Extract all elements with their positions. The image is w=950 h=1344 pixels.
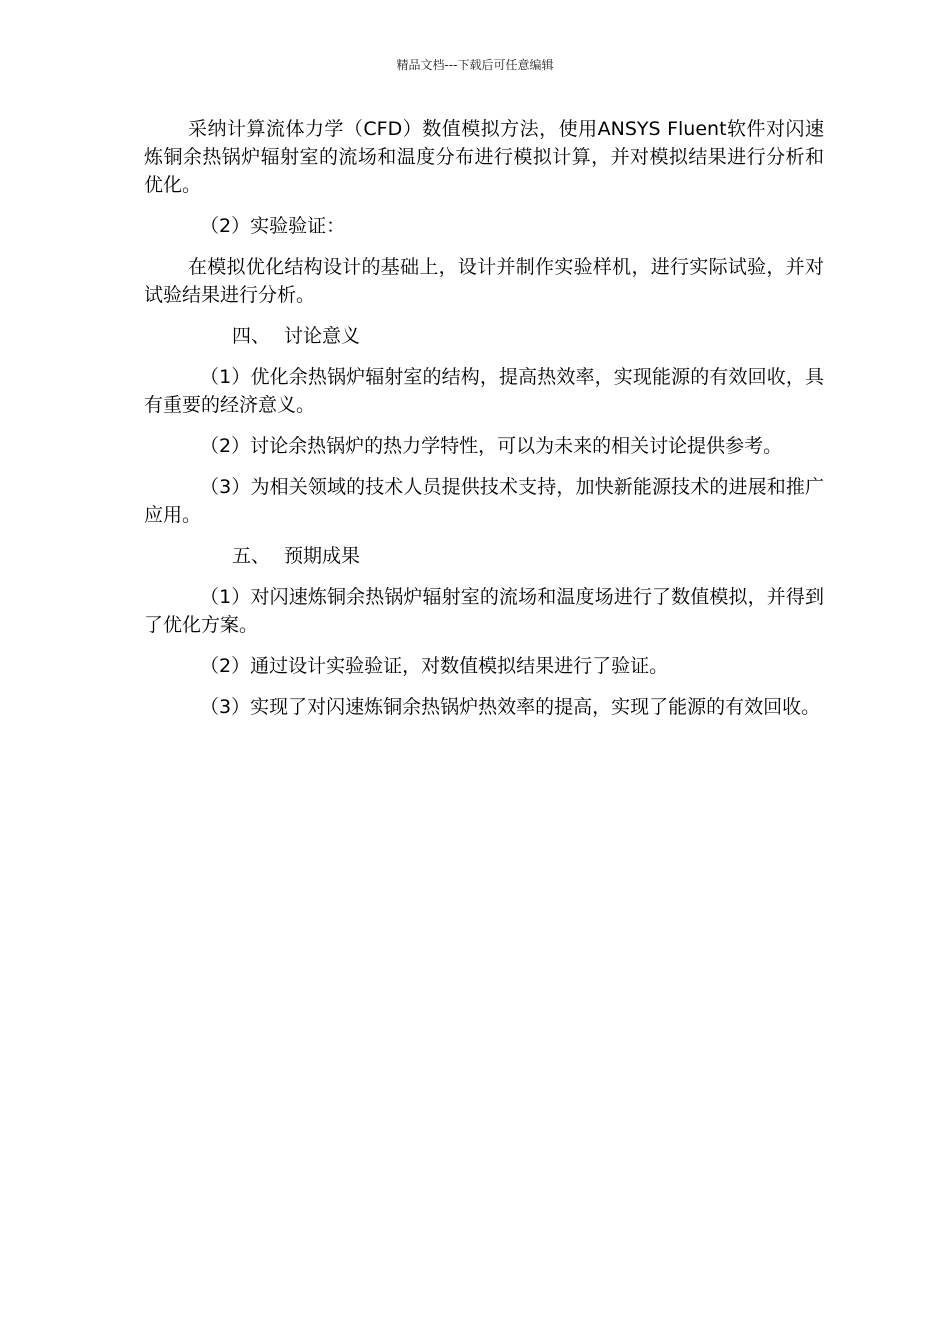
document-body	[144, 115, 824, 734]
section-heading-significance	[144, 322, 824, 350]
section-number: 四、	[232, 325, 271, 347]
list-item: （1）优化余热锅炉辐射室的结构，提高热效率，实现能源的有效回收，具有重要的经济意义。	[144, 366, 824, 416]
paragraph-experiment-body: 在模拟优化结构设计的基础上，设计并制作实验样机，进行实际试验，并对试验结果进行分析。	[144, 256, 824, 306]
paragraph-method: 采纳计算流体力学（CFD）数值模拟方法，使用ANSYS Fluent软件对闪速炼铜余热锅炉辐射室的流场和温度分布进行模拟计算，并对模拟结果进行分析和优化。	[144, 118, 824, 196]
section-title: 预期成果	[284, 545, 361, 567]
paragraph-experiment-title: （2）实验验证：	[200, 215, 346, 237]
list-item: （2）讨论余热锅炉的热力学特性，可以为未来的相关讨论提供参考。	[200, 435, 783, 457]
section-heading-expected-results	[144, 542, 824, 570]
list-item: （1）对闪速炼铜余热锅炉辐射室的流场和温度场进行了数值模拟，并得到了优化方案。	[144, 586, 824, 636]
list-item: （2）通过设计实验验证，对数值模拟结果进行了验证。	[200, 655, 669, 677]
list-item: （3）为相关领域的技术人员提供技术支持，加快新能源技术的进展和推广应用。	[144, 476, 824, 526]
list-item: （3）实现了对闪速炼铜余热锅炉热效率的提高，实现了能源的有效回收。	[200, 696, 821, 718]
page-header: 精品文档---下载后可任意编辑	[396, 58, 554, 72]
section-number: 五、	[232, 545, 271, 567]
section-title: 讨论意义	[284, 325, 361, 347]
